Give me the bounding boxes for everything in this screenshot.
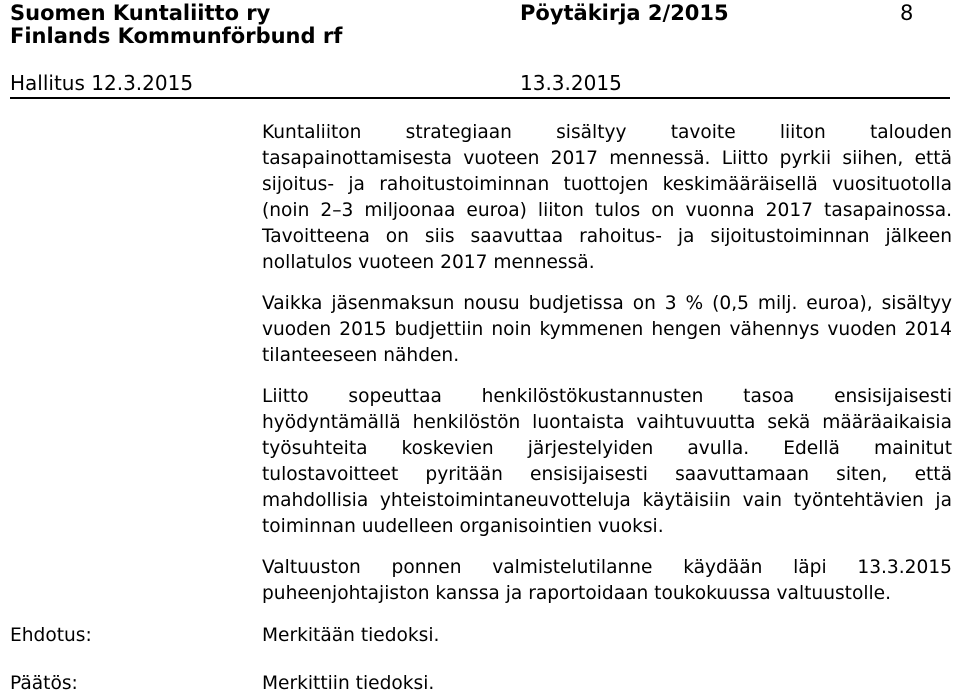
body-text	[262, 120, 952, 622]
decision-label: Päätös:	[10, 673, 78, 694]
org-name-fi: Suomen Kuntaliitto ry	[10, 1, 271, 25]
page-number: 8	[900, 1, 914, 25]
proposal-label: Ehdotus:	[10, 625, 92, 646]
decision-text: Merkittiin tiedoksi.	[262, 673, 435, 694]
paragraph: Valtuuston ponnen valmistelutilanne käydään läpi 13.3.2015 puheenjohtajiston kanssa ja raportoidaan toukokuussa valtuustolle.	[262, 557, 952, 604]
org-name-sv: Finlands Kommunförbund rf	[10, 24, 343, 48]
document-title: Pöytäkirja 2/2015	[520, 1, 729, 25]
paragraph: Vaikka jäsenmaksun nousu budjetissa on 3 % (0,5 milj. euroa), sisältyy vuoden 2015 budjettiin noin kymmenen hengen vähennys vuoden 2014 tilanteeseen nähden.	[262, 293, 952, 366]
paragraph: Liitto sopeuttaa henkilöstökustannusten tasoa ensisijaisesti hyödyntämällä henkilöstön luontaista vaihtuvuutta sekä määräaikaisia työsuhteita koskevien järjestelyiden avulla. Edellä mainitut tulostavoitteet pyritään ensisijaisesti saavuttamaan siten, että mahdollisia yhteistoimintaneuvotteluja käytäisiin vain työntehtävien ja toiminnan uudelleen organisointien vuoksi.	[262, 386, 952, 537]
header-divider	[10, 97, 950, 99]
document-date: 13.3.2015	[520, 71, 622, 95]
paragraph: Kuntaliiton strategiaan sisältyy tavoite liiton talouden tasapainottamisesta vuoteen 2017 mennessä. Liitto pyrkii siihen, että sijoitus- ja rahoitustoiminnan tuottojen keskimääräisellä vuosituotolla (noin 2–3 miljoonaa euroa) liiton tulos on vuonna 2017 tasapainossa. Tavoitteena on siis saavuttaa rahoitus- ja sijoitustoiminnan jälkeen nollatulos vuoteen 2017 mennessä.	[262, 122, 952, 273]
meeting-name: Hallitus 12.3.2015	[10, 71, 194, 95]
proposal-text: Merkitään tiedoksi.	[262, 625, 440, 646]
